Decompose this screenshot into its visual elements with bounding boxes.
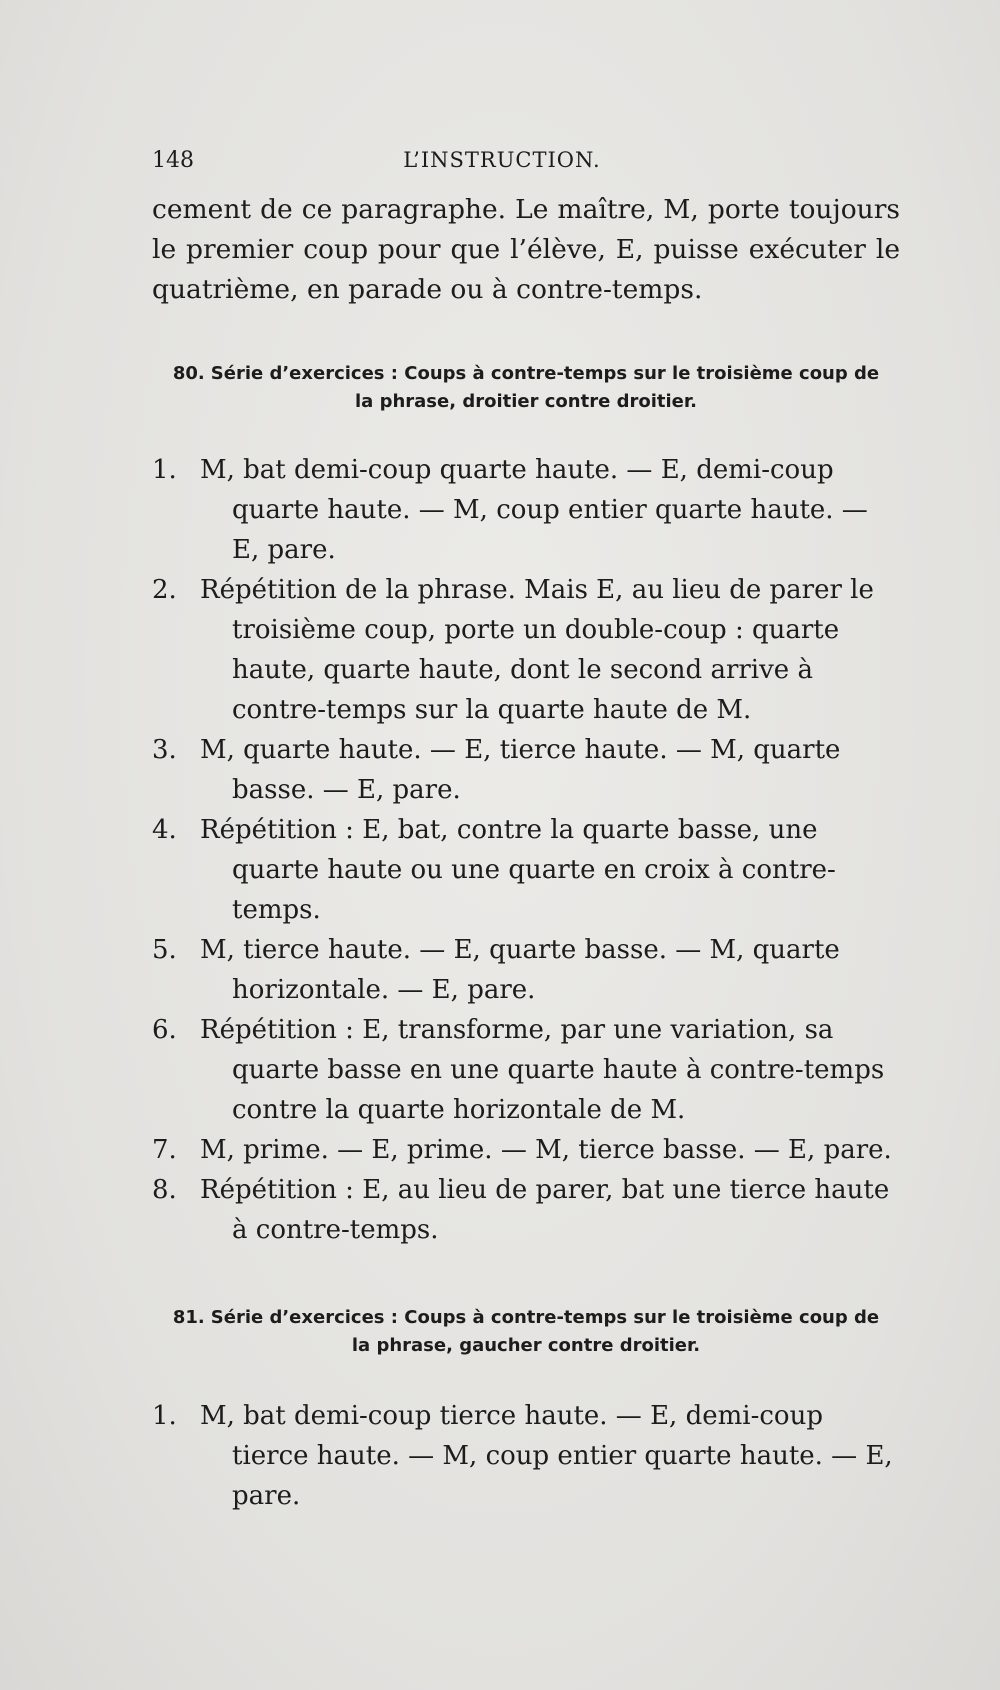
item-number: 2. [152,575,177,605]
list-item [152,1170,900,1250]
item-text: M, prime. — E, prime. — M, tierce basse. — E, pare. [200,1135,892,1165]
item-number: 6. [152,1015,177,1045]
intro-paragraph: cement de ce paragraphe. Le maître, M, porte toujours le premier coup pour que l’élève, E, puisse exécuter le quatrième, en parade ou à contre-temps. [152,194,900,305]
item-text: M, bat demi-coup tierce haute. — E, demi-coup tierce haute. — M, coup entier quarte haute. — E, pare. [200,1401,893,1511]
item-text: M, quarte haute. — E, tierce haute. — M, quarte basse. — E, pare. [200,735,841,805]
section-80-heading [152,360,900,416]
item-number: 7. [152,1135,177,1165]
item-text: M, tierce haute. — E, quarte basse. — M, quarte horizontale. — E, pare. [200,935,840,1005]
list-item [152,450,900,570]
section-81-heading [152,1304,900,1360]
page-body [152,190,900,1516]
list-item [152,810,900,930]
page-header [152,148,852,178]
item-number: 8. [152,1175,177,1205]
list-item [152,570,900,730]
item-number: 4. [152,815,177,845]
item-number: 1. [152,455,177,485]
item-text: M, bat demi-coup quarte haute. — E, demi-coup quarte haute. — M, coup entier quarte haute. — E, pare. [200,455,868,565]
section-81-title: Série d’exercices : Coups à contre-temps sur le troisième coup de la phrase, gaucher contre droitier. [210,1307,880,1356]
item-text: Répétition de la phrase. Mais E, au lieu de parer le troisième coup, porte un double-coup : quarte haute, quarte haute, dont le second arrive à contre-temps sur la quarte haute de M. [200,575,874,725]
section-80-number: 80. [172,363,205,384]
running-title: L’INSTRUCTION. [403,148,601,172]
list-item [152,1130,900,1170]
item-number: 5. [152,935,177,965]
list-item [152,1396,900,1516]
item-text: Répétition : E, transforme, par une variation, sa quarte basse en une quarte haute à contre-temps contre la quarte horizontale de M. [200,1015,885,1125]
section-81-list [152,1396,900,1516]
section-81-number: 81. [172,1307,205,1328]
section-80-list [152,450,900,1250]
item-number: 3. [152,735,177,765]
item-text: Répétition : E, au lieu de parer, bat une tierce haute à contre-temps. [200,1175,890,1245]
list-item [152,930,900,1010]
list-item [152,1010,900,1130]
page-number: 148 [152,148,194,173]
list-item [152,730,900,810]
item-number: 1. [152,1401,177,1431]
item-text: Répétition : E, bat, contre la quarte basse, une quarte haute ou une quarte en croix à contre-temps. [200,815,836,925]
section-80-title: Série d’exercices : Coups à contre-temps sur le troisième coup de la phrase, droitier contre droitier. [210,363,880,412]
